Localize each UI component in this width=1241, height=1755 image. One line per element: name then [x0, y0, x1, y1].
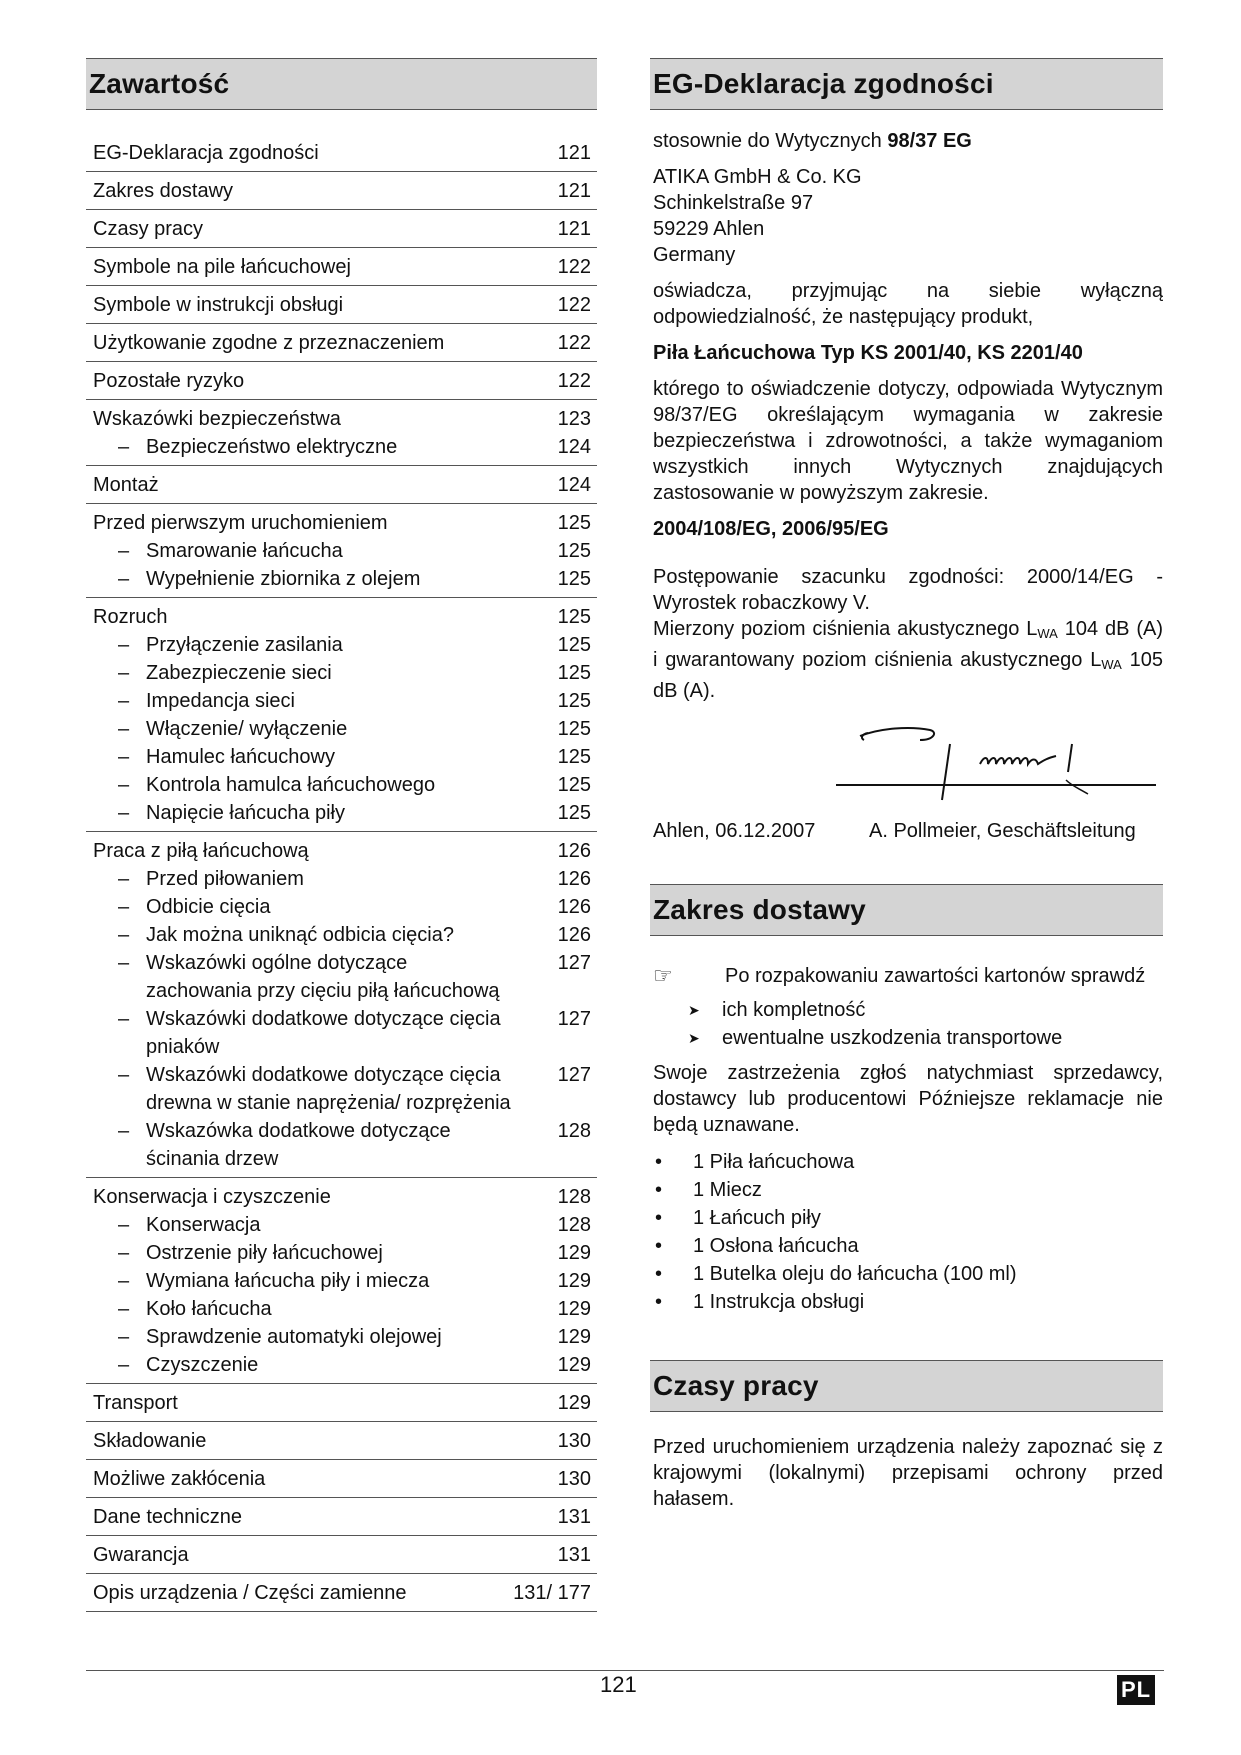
toc-entry-title: Praca z piłą łańcuchową [93, 840, 309, 862]
company-name: ATIKA GmbH & Co. KG [653, 166, 862, 188]
toc-entry-page: 130 [557, 1468, 591, 1490]
toc-entry-page: 131 [557, 1544, 591, 1566]
dash-marker: – [118, 1326, 130, 1348]
toc-subentry-page: 129 [557, 1298, 591, 1320]
dash-marker: – [118, 924, 130, 946]
toc-entry[interactable] [86, 1503, 597, 1531]
toc-group [86, 1497, 597, 1535]
toc-subentry-title: Wypełnienie zbiornika z olejem [146, 568, 421, 590]
bullet-dot-icon: • [655, 1207, 663, 1229]
bullet-dot-icon: • [655, 1263, 663, 1285]
toc-subentry-page: 125 [557, 746, 591, 768]
company-city: 59229 Ahlen [653, 218, 765, 240]
toc-group [86, 1459, 597, 1497]
delivery-item-text: 1 Osłona łańcucha [693, 1235, 859, 1257]
toc-group [86, 831, 597, 1177]
toc-group [86, 1383, 597, 1421]
dash-marker: – [118, 802, 130, 824]
noise-sub-2: WA [1101, 657, 1122, 672]
intro-text: stosownie do Wytycznych [653, 130, 888, 152]
dash-marker: – [118, 662, 130, 684]
toc-subentry[interactable] [86, 1323, 597, 1351]
toc-subentry[interactable] [86, 1211, 597, 1239]
toc-subentry[interactable] [86, 565, 597, 593]
toc-entry[interactable] [86, 1541, 597, 1569]
delivery-claims: Swoje zastrzeżenia zgłoś natychmiast sprzedawcy, dostawcy lub producentowi Późniejsze reklamacje nie będą uznawane. [653, 1062, 1163, 1136]
toc-entry[interactable] [86, 405, 597, 433]
language-badge: PL [1117, 1675, 1155, 1705]
company-country: Germany [653, 244, 736, 266]
toc-heading: Zawartość [86, 58, 597, 110]
toc-subentry[interactable] [86, 659, 597, 687]
toc-group [86, 1421, 597, 1459]
toc-list [86, 134, 597, 1612]
toc-subentry-page: 125 [557, 634, 591, 656]
toc-subentry-title: Ostrzenie piły łańcuchowej [146, 1242, 383, 1264]
toc-subentry-page: 125 [557, 774, 591, 796]
toc-entry-page: 121 [557, 142, 591, 164]
toc-subentry[interactable] [86, 771, 597, 799]
toc-entry[interactable] [86, 509, 597, 537]
toc-subentry-page: 125 [557, 662, 591, 684]
dash-marker: – [118, 568, 130, 590]
toc-entry[interactable] [86, 1427, 597, 1455]
toc-subentry-title: Smarowanie łańcucha [146, 540, 343, 562]
check-item-text: ewentualne uszkodzenia transportowe [722, 1027, 1063, 1049]
toc-group [86, 1535, 597, 1573]
delivery-item [653, 1260, 1163, 1288]
right-column [650, 58, 1163, 1522]
toc-entry-page: 128 [557, 1186, 591, 1208]
toc-subentry-page: 128 [557, 1120, 591, 1142]
toc-subentry-page: 129 [557, 1326, 591, 1348]
toc-subentry[interactable] [86, 1267, 597, 1295]
toc-entry-page: 125 [557, 606, 591, 628]
toc-subentry[interactable] [86, 433, 597, 461]
toc-entry-page: 130 [557, 1430, 591, 1452]
toc-entry[interactable] [86, 291, 597, 319]
toc-subentry-title: Wskazówka dodatkowe dotyczące ścinania drzew [146, 1120, 451, 1170]
toc-subentry-title: Przed piłowaniem [146, 868, 304, 890]
toc-entry-title: Przed pierwszym uruchomieniem [93, 512, 388, 534]
toc-subentry-title: Hamulec łańcuchowy [146, 746, 335, 768]
noise-text [653, 616, 1163, 704]
toc-subentry-page: 126 [557, 868, 591, 890]
toc-subentry[interactable] [86, 743, 597, 771]
toc-entry-page: 121 [557, 180, 591, 202]
toc-entry[interactable] [86, 253, 597, 281]
dash-marker: – [118, 1214, 130, 1236]
toc-subentry[interactable] [86, 537, 597, 565]
dash-marker: – [118, 1120, 130, 1142]
bullet-dot-icon: • [655, 1179, 663, 1201]
toc-subentry[interactable] [86, 1239, 597, 1267]
dash-marker: – [118, 1270, 130, 1292]
declaration-intro [653, 128, 1163, 154]
dash-marker: – [118, 746, 130, 768]
toc-subentry-page: 125 [557, 802, 591, 824]
toc-subentry-title: Koło łańcucha [146, 1298, 272, 1320]
noise-sub-1: WA [1037, 626, 1058, 641]
toc-group [86, 361, 597, 399]
delivery-item [653, 1176, 1163, 1204]
toc-group [86, 134, 597, 171]
delivery-item-text: 1 Piła łańcuchowa [693, 1151, 855, 1173]
delivery-note-text: Po rozpakowaniu zawartości kartonów sprawdź [725, 965, 1146, 987]
company-address [653, 164, 1163, 268]
arrow-bullet-icon: ➤ [688, 1002, 700, 1018]
toc-entry[interactable] [86, 139, 597, 167]
bullet-dot-icon: • [655, 1291, 663, 1313]
toc-entry-title: Konserwacja i czyszczenie [93, 1186, 331, 1208]
toc-entry[interactable] [86, 1579, 597, 1607]
toc-subentry-title: Czyszczenie [146, 1354, 259, 1376]
toc-subentry[interactable] [86, 949, 597, 1005]
toc-entry-title: Pozostałe ryzyko [93, 370, 245, 392]
noise-measured-value: 104 dB (A) i [653, 618, 1163, 671]
toc-subentry-title: Impedancja sieci [146, 690, 295, 712]
assessment-text: Postępowanie szacunku zgodności: 2000/14/EG - Wyrostek robaczkowy V. [653, 566, 1163, 614]
check-item-text: ich kompletność [722, 999, 866, 1021]
toc-entry-title: Składowanie [93, 1430, 207, 1452]
toc-entry-title: Symbole w instrukcji obsługi [93, 294, 344, 316]
toc-subentry-title: Napięcie łańcucha piły [146, 802, 346, 824]
toc-entry[interactable] [86, 1389, 597, 1417]
toc-entry-page: 129 [557, 1392, 591, 1414]
directives: 2004/108/EG, 2006/95/EG [653, 518, 889, 540]
dash-marker: – [118, 896, 130, 918]
toc-entry-title: Symbole na pile łańcuchowej [93, 256, 351, 278]
signature-area [650, 714, 1163, 814]
toc-subentry[interactable] [86, 687, 597, 715]
toc-subentry-title: Przyłączenie zasilania [146, 634, 343, 656]
toc-subentry-title: Zabezpieczenie sieci [146, 662, 332, 684]
toc-subentry[interactable] [86, 1005, 597, 1061]
toc-entry-page: 126 [557, 840, 591, 862]
toc-group [86, 399, 597, 465]
toc-entry-title: Opis urządzenia / Części zamienne [93, 1582, 407, 1604]
toc-entry-title: Możliwe zakłócenia [93, 1468, 266, 1490]
toc-subentry[interactable] [86, 1061, 597, 1117]
toc-group [86, 209, 597, 247]
toc-subentry[interactable] [86, 631, 597, 659]
product-name: Piła Łańcuchowa Typ KS 2001/40, KS 2201/40 [653, 342, 1083, 364]
delivery-item [653, 1288, 1163, 1316]
dash-marker: – [118, 1242, 130, 1264]
delivery-item-text: 1 Butelka oleju do łańcucha (100 ml) [693, 1263, 1017, 1285]
delivery-item [653, 1232, 1163, 1260]
dash-marker: – [118, 690, 130, 712]
dash-marker: – [118, 868, 130, 890]
toc-entry-title: Gwarancja [93, 1544, 189, 1566]
toc-group [86, 323, 597, 361]
bullet-dot-icon: • [655, 1235, 663, 1257]
toc-entry-page: 124 [557, 474, 591, 496]
toc-entry[interactable] [86, 603, 597, 631]
toc-subentry-title: Odbicie cięcia [146, 896, 271, 918]
intro-directive: 98/37 EG [887, 130, 972, 152]
toc-group [86, 503, 597, 597]
noise-guaranteed-label: gwarantowany poziom ciśnienia akustycznego L [665, 649, 1102, 671]
toc-entry-page: 131/ 177 [513, 1582, 591, 1604]
declaration-heading: EG-Deklaracja zgodności [650, 58, 1163, 110]
toc-subentry-title: Włączenie/ wyłączenie [146, 718, 348, 740]
toc-entry[interactable] [86, 1183, 597, 1211]
toc-subentry-page: 129 [557, 1354, 591, 1376]
toc-entry[interactable] [86, 367, 597, 395]
place-date-row [653, 818, 1163, 844]
delivery-check-list [650, 996, 1163, 1052]
delivery-note [653, 962, 1163, 990]
toc-subentry[interactable] [86, 1351, 597, 1379]
dash-marker: – [118, 774, 130, 796]
toc-entry[interactable] [86, 837, 597, 865]
toc-subentry-title: Bezpieczeństwo elektryczne [146, 436, 398, 458]
company-street: Schinkelstraße 97 [653, 192, 814, 214]
toc-entry-page: 122 [557, 256, 591, 278]
toc-entry-title: EG-Deklaracja zgodności [93, 142, 319, 164]
noise-measured-label: Mierzony poziom ciśnienia akustycznego L [653, 618, 1038, 640]
toc-subentry-page: 126 [557, 896, 591, 918]
toc-group [86, 597, 597, 831]
conformity-text: którego to oświadczenie dotyczy, odpowiada Wytycznym 98/37/EG określającym wymagania w zakresie bezpieczeństwa i zdrowotności, a także wymaganiom wszystkich innych Wytycznych znajdujących zastosowanie w powyższym zakresie. [653, 378, 1163, 504]
toc-entry-title: Transport [93, 1392, 178, 1414]
toc-subentry-title: Jak można uniknąć odbicia cięcia? [146, 924, 454, 946]
pointing-hand-icon: ☞ [653, 963, 673, 988]
toc-entry-page: 131 [557, 1506, 591, 1528]
toc-entry-title: Rozruch [93, 606, 168, 628]
arrow-bullet-icon: ➤ [688, 1030, 700, 1046]
toc-subentry[interactable] [86, 715, 597, 743]
toc-entry[interactable] [86, 215, 597, 243]
toc-entry-page: 122 [557, 332, 591, 354]
toc-entry-page: 123 [557, 408, 591, 430]
dash-marker: – [118, 1008, 130, 1030]
dash-marker: – [118, 436, 130, 458]
toc-subentry-page: 127 [557, 952, 591, 974]
toc-subentry-page: 124 [557, 436, 591, 458]
dash-marker: – [118, 952, 130, 974]
toc-group [86, 285, 597, 323]
toc-entry-title: Użytkowanie zgodne z przeznaczeniem [93, 332, 445, 354]
toc-subentry-page: 125 [557, 540, 591, 562]
bullet-dot-icon: • [655, 1151, 663, 1173]
page-number: 121 [600, 1672, 637, 1697]
toc-group [86, 1177, 597, 1383]
declaration-statement: oświadcza, przyjmując na siebie wyłączną odpowiedzialność, że następujący produkt, [653, 280, 1163, 328]
toc-subentry-title: Wskazówki dodatkowe dotyczące cięcia pniaków [146, 1008, 501, 1058]
dash-marker: – [118, 540, 130, 562]
toc-entry-title: Dane techniczne [93, 1506, 242, 1528]
toc-entry-title: Zakres dostawy [93, 180, 234, 202]
toc-subentry[interactable] [86, 1295, 597, 1323]
noise-guaranteed-value: 105 dB (A). [653, 649, 1164, 702]
signature-image [850, 714, 1150, 814]
worktimes-text: Przed uruchomieniem urządzenia należy zapoznać się z krajowymi (lokalnymi) przepisami ochrony przed hałasem. [653, 1436, 1163, 1510]
toc-subentry[interactable] [86, 1117, 597, 1173]
toc-subentry[interactable] [86, 865, 597, 893]
toc-subentry-page: 129 [557, 1270, 591, 1292]
delivery-item-text: 1 Instrukcja obsługi [693, 1291, 865, 1313]
toc-entry[interactable] [86, 1465, 597, 1493]
toc-subentry-page: 125 [557, 718, 591, 740]
toc-subentry[interactable] [86, 921, 597, 949]
toc-column [86, 58, 597, 1612]
toc-entry-title: Czasy pracy [93, 218, 204, 240]
toc-entry[interactable] [86, 177, 597, 205]
toc-subentry-page: 125 [557, 690, 591, 712]
toc-subentry-page: 125 [557, 568, 591, 590]
toc-group [86, 247, 597, 285]
delivery-heading: Zakres dostawy [650, 884, 1163, 936]
toc-entry-page: 122 [557, 294, 591, 316]
toc-subentry-page: 126 [557, 924, 591, 946]
toc-subentry-title: Sprawdzenie automatyki olejowej [146, 1326, 442, 1348]
toc-subentry-title: Wymiana łańcucha piły i miecza [146, 1270, 430, 1292]
check-item [688, 996, 1163, 1024]
toc-subentry[interactable] [86, 799, 597, 827]
toc-group [86, 1573, 597, 1611]
toc-subentry-page: 127 [557, 1008, 591, 1030]
worktimes-heading: Czasy pracy [650, 1360, 1163, 1412]
delivery-item [653, 1148, 1163, 1176]
delivery-items-list [650, 1148, 1163, 1316]
toc-subentry-title: Wskazówki ogólne dotyczące zachowania przy cięciu piłą łańcuchową [146, 952, 500, 1002]
toc-group [86, 171, 597, 209]
place-date: Ahlen, 06.12.2007 [653, 820, 816, 842]
delivery-item [653, 1204, 1163, 1232]
toc-subentry-page: 128 [557, 1214, 591, 1236]
check-item [688, 1024, 1163, 1052]
toc-entry[interactable] [86, 471, 597, 499]
toc-entry-page: 122 [557, 370, 591, 392]
footer-divider [86, 1670, 1164, 1671]
toc-entry-page: 121 [557, 218, 591, 240]
delivery-item-text: 1 Łańcuch piły [693, 1207, 821, 1229]
toc-entry-title: Wskazówki bezpieczeństwa [93, 408, 341, 430]
toc-subentry-title: Wskazówki dodatkowe dotyczące cięcia drewna w stanie naprężenia/ rozprężenia [146, 1064, 511, 1114]
signature-line [836, 784, 1156, 786]
dash-marker: – [118, 634, 130, 656]
toc-subentry-page: 127 [557, 1064, 591, 1086]
dash-marker: – [118, 1354, 130, 1376]
toc-subentry[interactable] [86, 893, 597, 921]
toc-entry[interactable] [86, 329, 597, 357]
toc-subentry-title: Konserwacja [146, 1214, 261, 1236]
toc-subentry-page: 129 [557, 1242, 591, 1264]
toc-entry-title: Montaż [93, 474, 159, 496]
dash-marker: – [118, 718, 130, 740]
signatory: A. Pollmeier, Geschäftsleitung [869, 820, 1136, 842]
toc-subentry-title: Kontrola hamulca łańcuchowego [146, 774, 436, 796]
dash-marker: – [118, 1298, 130, 1320]
dash-marker: – [118, 1064, 130, 1086]
toc-group [86, 465, 597, 503]
delivery-item-text: 1 Miecz [693, 1179, 762, 1201]
toc-entry-page: 125 [557, 512, 591, 534]
